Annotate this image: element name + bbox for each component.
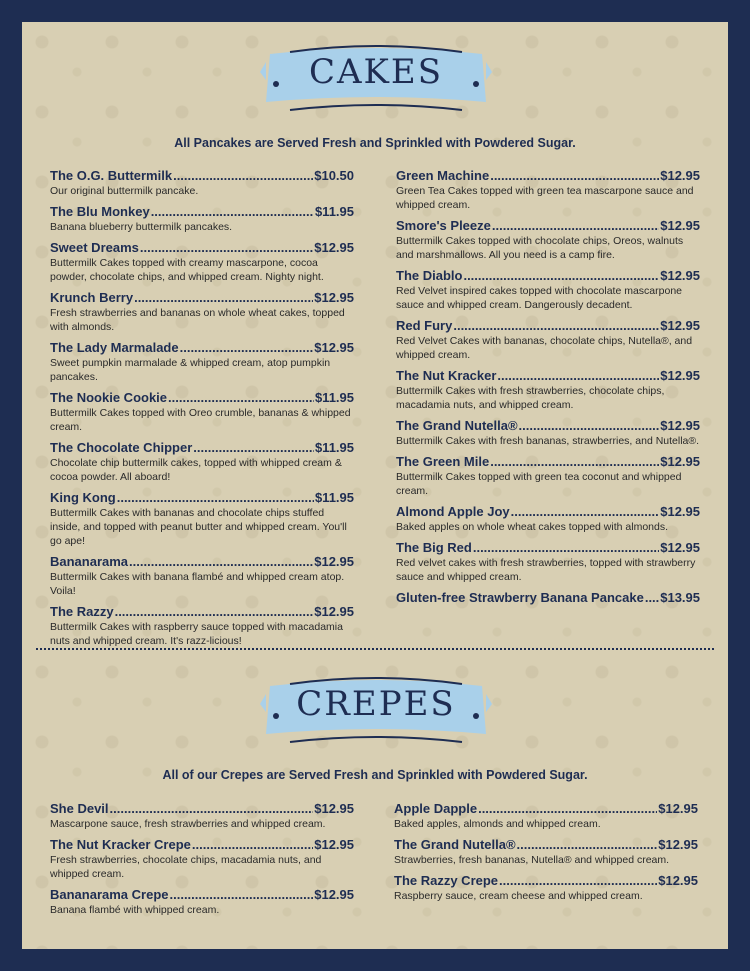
menu-item-name: The Razzy [50,604,114,619]
menu-item-description: Buttermilk Cakes topped with Oreo crumble, bananas & whipped cream. [50,407,351,433]
menu-item-line [394,873,698,889]
menu-item-description: Baked apples, almonds and whipped cream. [394,818,601,830]
dot-leader [490,454,659,470]
menu-item-name: Sweet Dreams [50,240,139,255]
menu-item-price: $12.95 [314,604,354,619]
menu-item [50,204,354,234]
dot-leader [193,440,314,456]
menu-item [50,290,354,334]
dot-leader [497,368,659,384]
menu-item-price: $12.95 [660,454,700,469]
menu-item [50,168,354,198]
menu-item-price: $12.95 [660,418,700,433]
menu-item-name: The Lady Marmalade [50,340,179,355]
menu-item-name: The Chocolate Chipper [50,440,193,455]
dot-leader [519,418,660,434]
dot-leader [173,168,313,184]
dot-leader [453,318,659,334]
menu-item-description: Buttermilk Cakes with fresh strawberries, chocolate chips, macadamia nuts, and whipped cream. [396,385,665,411]
menu-item [396,218,700,262]
menu-item-line [396,540,700,556]
menu-item [50,240,354,284]
menu-item [396,454,700,498]
menu-item [50,554,354,598]
menu-item-name: Gluten-free Strawberry Banana Pancake [396,590,644,605]
dot-leader [180,340,314,356]
dot-leader [473,540,659,556]
menu-item [50,887,354,917]
dot-leader [490,168,659,184]
menu-item [50,604,354,648]
menu-item [50,801,354,831]
menu-item [396,418,700,448]
menu-item [396,168,700,212]
menu-item-line [394,801,698,817]
menu-item-description: Buttermilk Cakes with banana flambé and whipped cream atop. Voila! [50,571,345,597]
menu-item-price: $12.95 [660,540,700,555]
menu-item [396,318,700,362]
menu-item-description: Strawberries, fresh bananas, Nutella® and whipped cream. [394,854,670,866]
menu-item-line [50,168,354,184]
menu-item [396,268,700,312]
menu-item-name: The Green Mile [396,454,490,469]
menu-item [50,837,354,881]
menu-item-price: $12.95 [314,340,354,355]
crepes-title: CREPES [296,684,456,724]
menu-item-description: Red Velvet inspired cakes topped with chocolate mascarpone sauce and whipped cream. Dangerously decadent. [396,285,683,311]
menu-item-line [50,440,354,456]
cakes-right-column [396,168,700,612]
crepes-right-column [394,801,698,909]
menu-page [22,22,728,949]
menu-item-name: Red Fury [396,318,453,333]
menu-item-line [396,454,700,470]
menu-item-name: The Nut Kracker [396,368,497,383]
dot-leader [645,590,659,606]
menu-item-description: Our original buttermilk pancake. [50,185,199,197]
menu-item [396,368,700,412]
menu-item-name: The Razzy Crepe [394,873,499,888]
menu-item [396,504,700,534]
menu-item-description: Fresh strawberries and bananas on whole wheat cakes, topped with almonds. [50,307,345,333]
menu-item-name: King Kong [50,490,116,505]
menu-item-description: Fresh strawberries, chocolate chips, macadamia nuts, and whipped cream. [50,854,322,880]
menu-item-price: $12.95 [658,837,698,852]
menu-item-price: $12.95 [660,268,700,283]
menu-item-line [50,837,354,853]
menu-item-name: The Nookie Cookie [50,390,168,405]
menu-item-line [50,604,354,620]
menu-item-description: Buttermilk Cakes topped with chocolate chips, Oreos, walnuts and marshmallows. All you need is a camp fire. [396,235,684,261]
menu-item-name: Krunch Berry [50,290,134,305]
menu-item-line [394,837,698,853]
menu-item-line [50,204,354,220]
cakes-title: CAKES [308,52,444,92]
menu-item-line [50,887,354,903]
menu-item-description: Raspberry sauce, cream cheese and whipped cream. [394,890,643,902]
dot-leader [170,887,314,903]
menu-item-line [396,590,700,606]
menu-item-description: Red Velvet Cakes with bananas, chocolate chips, Nutella®, and whipped cream. [396,335,693,361]
dot-leader [168,390,314,406]
menu-item-price: $11.95 [314,490,354,505]
cakes-banner [260,40,492,118]
cakes-subtitle: All Pancakes are Served Fresh and Sprinkled with Powdered Sugar. [174,136,576,150]
menu-item-price: $11.95 [314,390,354,405]
menu-item-description: Sweet pumpkin marmalade & whipped cream, atop pumpkin pancakes. [50,357,331,383]
menu-item-description: Chocolate chip buttermilk cakes, topped with whipped cream & cocoa powder. All aboard! [50,457,342,483]
menu-item-line [50,490,354,506]
menu-item-price: $11.95 [314,440,354,455]
menu-item-price: $12.95 [314,554,354,569]
menu-item-description: Buttermilk Cakes with raspberry sauce topped with macadamia nuts and whipped cream. It's razz-licious! [50,621,343,647]
menu-item-line [396,368,700,384]
menu-item-line [50,290,354,306]
menu-item-price: $12.95 [660,318,700,333]
menu-item-line [50,390,354,406]
dot-leader [517,837,658,853]
menu-item-price: $12.95 [660,168,700,183]
menu-item-name: The O.G. Buttermilk [50,168,173,183]
cakes-left-column [50,168,354,654]
crepes-left-column [50,801,354,923]
dot-leader [478,801,657,817]
menu-item-name: Bananarama Crepe [50,887,169,902]
menu-item-line [396,318,700,334]
menu-item [396,590,700,606]
menu-item [396,540,700,584]
menu-item-name: Apple Dapple [394,801,478,816]
menu-item-price: $12.95 [314,887,354,902]
menu-item-line [396,218,700,234]
menu-item-line [396,504,700,520]
menu-item-description: Banana flambé with whipped cream. [50,904,220,916]
menu-item-line [396,418,700,434]
menu-item [394,837,698,867]
menu-item-name: Smore's Pleeze [396,218,491,233]
menu-item-description: Baked apples on whole wheat cakes topped with almonds. [396,521,669,533]
menu-item-price: $12.95 [314,837,354,852]
menu-item [50,340,354,384]
section-divider [36,648,714,650]
menu-item-description: Green Tea Cakes topped with green tea mascarpone sauce and whipped cream. [396,185,694,211]
dot-leader [115,604,314,620]
crepes-subtitle: All of our Crepes are Served Fresh and Sprinkled with Powdered Sugar. [162,768,588,782]
menu-item [394,873,698,903]
menu-item-name: She Devil [50,801,109,816]
menu-item-name: The Grand Nutella® [394,837,516,852]
menu-item-price: $12.95 [660,218,700,233]
menu-item-name: Green Machine [396,168,490,183]
menu-item-price: $12.95 [314,290,354,305]
dot-leader [463,268,659,284]
dot-leader [140,240,313,256]
menu-item-line [396,168,700,184]
menu-item-line [50,340,354,356]
menu-item-name: The Nut Kracker Crepe [50,837,191,852]
menu-item-line [50,554,354,570]
menu-item-price: $13.95 [660,590,700,605]
dot-leader [134,290,313,306]
menu-item-description: Mascarpone sauce, fresh strawberries and whipped cream. [50,818,326,830]
dot-leader [129,554,313,570]
crepes-banner [260,672,492,750]
menu-item-price: $11.95 [314,204,354,219]
menu-item-description: Buttermilk Cakes with bananas and chocolate chips stuffed inside, and topped with peanut butter and whipped cream. You'll go ape! [50,507,347,547]
menu-item-description: Red velvet cakes with fresh strawberries, topped with strawberry sauce and whipped cream. [396,557,696,583]
dot-leader [110,801,314,817]
menu-item-name: Almond Apple Joy [396,504,510,519]
menu-item-name: The Diablo [396,268,463,283]
dot-leader [499,873,657,889]
menu-item [50,490,354,548]
menu-item-price: $12.95 [314,240,354,255]
menu-item-line [50,240,354,256]
menu-item [50,440,354,484]
menu-item-line [50,801,354,817]
menu-item-description: Buttermilk Cakes topped with creamy mascarpone, cocoa powder, chocolate chips, and whipped cream. Nighty night. [50,257,324,283]
menu-item [394,801,698,831]
dot-leader [192,837,313,853]
menu-item-name: The Grand Nutella® [396,418,518,433]
menu-item-description: Buttermilk Cakes topped with green tea coconut and whipped cream. [396,471,682,497]
menu-item-name: Bananarama [50,554,129,569]
menu-item-description: Banana blueberry buttermilk pancakes. [50,221,233,233]
menu-item-price: $12.95 [658,873,698,888]
menu-item-price: $12.95 [314,801,354,816]
menu-item-price: $10.50 [314,168,354,183]
menu-item-line [396,268,700,284]
menu-item-name: The Blu Monkey [50,204,150,219]
dot-leader [151,204,314,220]
dot-leader [117,490,314,506]
dot-leader [511,504,660,520]
menu-item-name: The Big Red [396,540,472,555]
menu-item-price: $12.95 [660,504,700,519]
menu-item-price: $12.95 [658,801,698,816]
menu-item-price: $12.95 [660,368,700,383]
menu-item [50,390,354,434]
menu-item-description: Buttermilk Cakes with fresh bananas, strawberries, and Nutella®. [396,435,700,447]
dot-leader [492,218,659,234]
